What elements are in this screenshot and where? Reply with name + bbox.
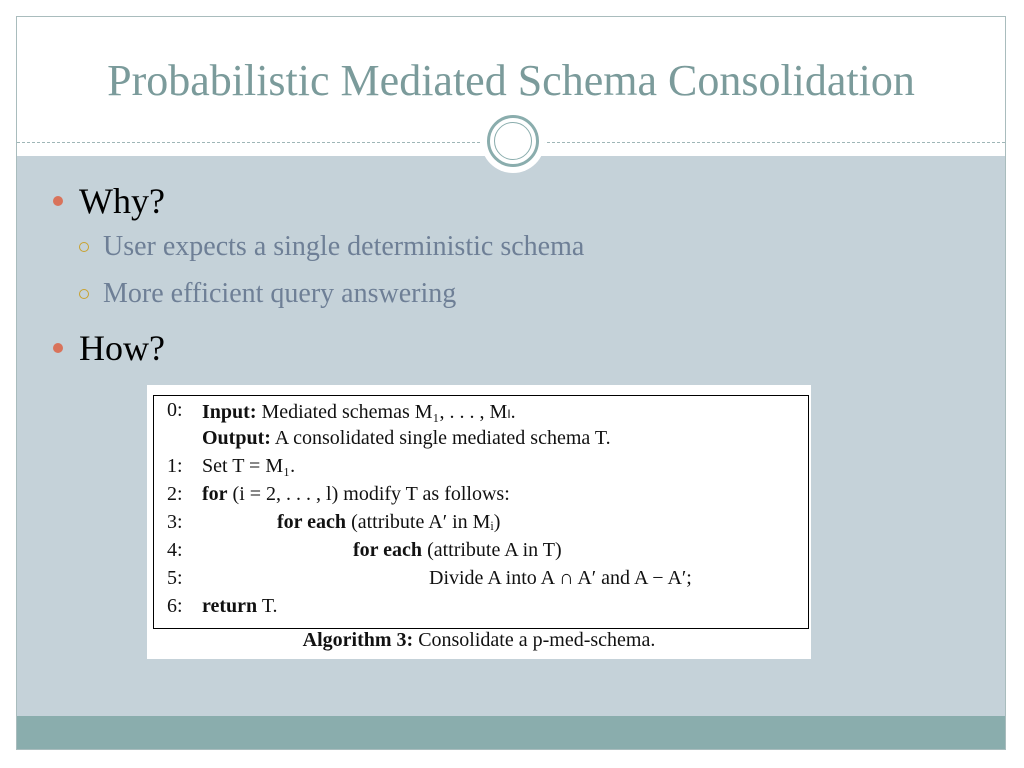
sub-bullet-2	[79, 278, 456, 310]
sub-bullet-1-label: User expects a single deterministic schema	[103, 231, 585, 262]
algo-text: A consolidated single mediated schema T.	[270, 427, 611, 449]
algorithm-caption	[147, 629, 811, 652]
algo-line-number: 1:	[167, 455, 183, 477]
bullet-why	[53, 180, 165, 222]
algo-line-number: 6:	[167, 595, 183, 617]
algo-text: Set T = M₁.	[202, 455, 296, 477]
algorithm-caption-label: Algorithm 3:	[302, 629, 414, 651]
algo-keyword: for	[202, 483, 228, 505]
algorithm-figure	[147, 385, 811, 659]
slide	[16, 16, 1006, 750]
algo-text: (i = 2, . . . , l) modify T as follows:	[227, 483, 510, 505]
algo-text: Mediated schemas M₁, . . . , Mₗ.	[256, 401, 516, 423]
footer-band	[17, 716, 1005, 750]
circle-inner-icon	[494, 122, 532, 160]
algorithm-caption-text: Consolidate a p-med-schema.	[413, 629, 656, 651]
bullet-how-label: How?	[79, 328, 165, 368]
algo-line-number: 0:	[167, 399, 183, 421]
slide-title: Probabilistic Mediated Schema Consolidation	[107, 56, 915, 105]
algo-line-number: 5:	[167, 567, 183, 589]
algo-line-number: 2:	[167, 483, 183, 505]
filled-dot-icon	[53, 196, 63, 206]
algo-keyword: for each	[277, 511, 347, 533]
algo-keyword: Input:	[202, 401, 257, 423]
sub-bullet-1	[79, 231, 584, 263]
bullet-why-label: Why?	[79, 181, 165, 221]
algo-line-number: 4:	[167, 539, 183, 561]
algo-line-number: 3:	[167, 511, 183, 533]
hollow-ring-icon	[79, 289, 89, 299]
algo-text: T.	[257, 595, 278, 617]
algo-keyword: for each	[353, 539, 423, 561]
sub-bullet-2-label: More efficient query answering	[103, 278, 457, 309]
algo-keyword: Output:	[202, 427, 271, 449]
filled-dot-icon	[53, 343, 63, 353]
algo-text: (attribute A′ in Mᵢ)	[346, 511, 501, 533]
algo-keyword: return	[202, 595, 258, 617]
hollow-ring-icon	[79, 242, 89, 252]
algo-text: (attribute A in T)	[422, 539, 562, 561]
bullet-how	[53, 327, 165, 369]
algo-text: Divide A into A ∩ A′ and A − A′;	[429, 567, 692, 589]
